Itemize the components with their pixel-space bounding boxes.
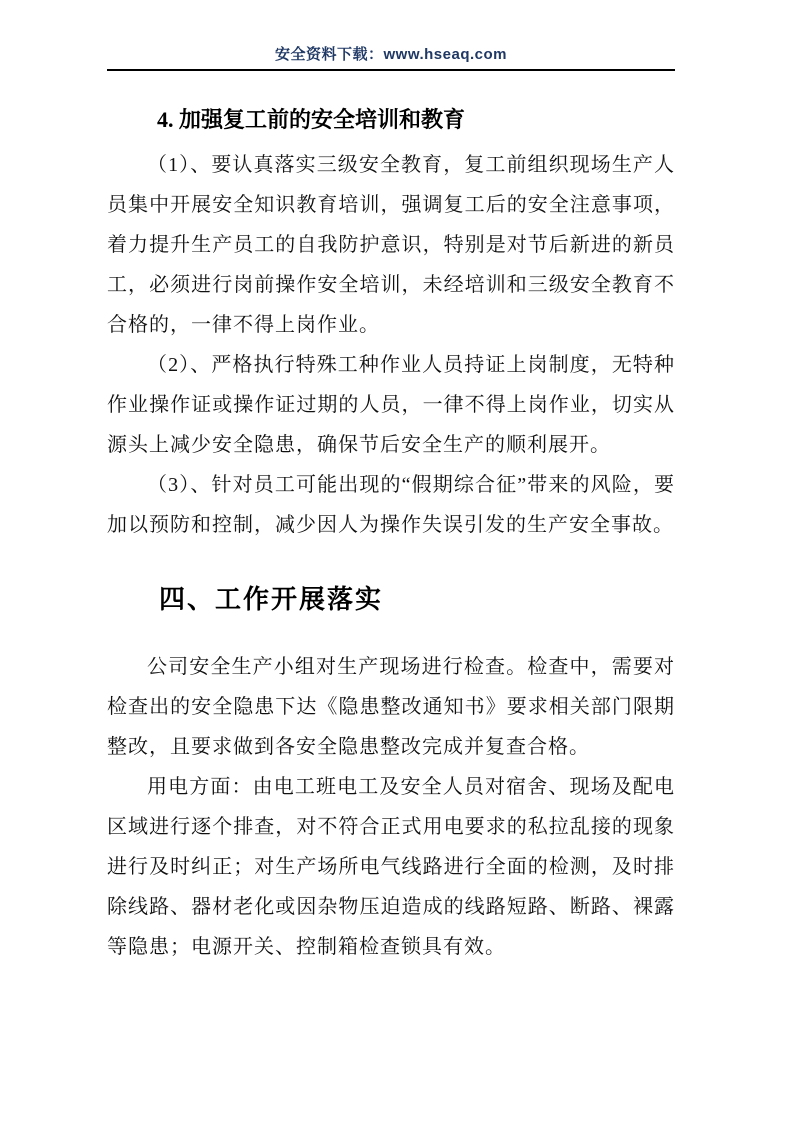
document-body <box>107 105 675 967</box>
header-watermark <box>107 46 675 64</box>
header-url: www.hseaq.com <box>383 46 507 63</box>
header-label: 安全资料下载： <box>275 47 384 63</box>
paragraph-4: 公司安全生产小组对生产现场进行检查。检查中，需要对检查出的安全隐患下达《隐患整改通知书》要求相关部门限期整改，且要求做到各安全隐患整改完成并复查合格。 <box>107 656 675 758</box>
section-heading-4: 4. 加强复工前的安全培训和教育 <box>157 107 466 132</box>
paragraph-2: （2）、严格执行特殊工种作业人员持证上岗制度，无特种作业操作证或操作证过期的人员，一律不得上岗作业，切实从源头上减少安全隐患，确保节后安全生产的顺利展开。 <box>107 354 675 456</box>
section-heading-four: 四、工作开展落实 <box>159 585 384 614</box>
page-header <box>107 0 675 71</box>
paragraph-1: （1）、要认真落实三级安全教育，复工前组织现场生产人员集中开展安全知识教育培训，强调复工后的安全注意事项，着力提升生产员工的自我防护意识，特别是对节后新进的新员工，必须进行岗前操作安全培训，未经培训和三级安全教育不合格的，一律不得上岗作业。 <box>107 154 675 336</box>
paragraph-3: （3）、针对员工可能出现的“假期综合征”带来的风险，要加以预防和控制，减少因人为操作失误引发的生产安全事故。 <box>107 474 675 536</box>
paragraph-5: 用电方面：由电工班电工及安全人员对宿舍、现场及配电区域进行逐个排查，对不符合正式用电要求的私拉乱接的现象进行及时纠正；对生产场所电气线路进行全面的检测，及时排除线路、器材老化或因杂物压迫造成的线路短路、断路、裸露等隐患；电源开关、控制箱检查锁具有效。 <box>107 776 675 958</box>
